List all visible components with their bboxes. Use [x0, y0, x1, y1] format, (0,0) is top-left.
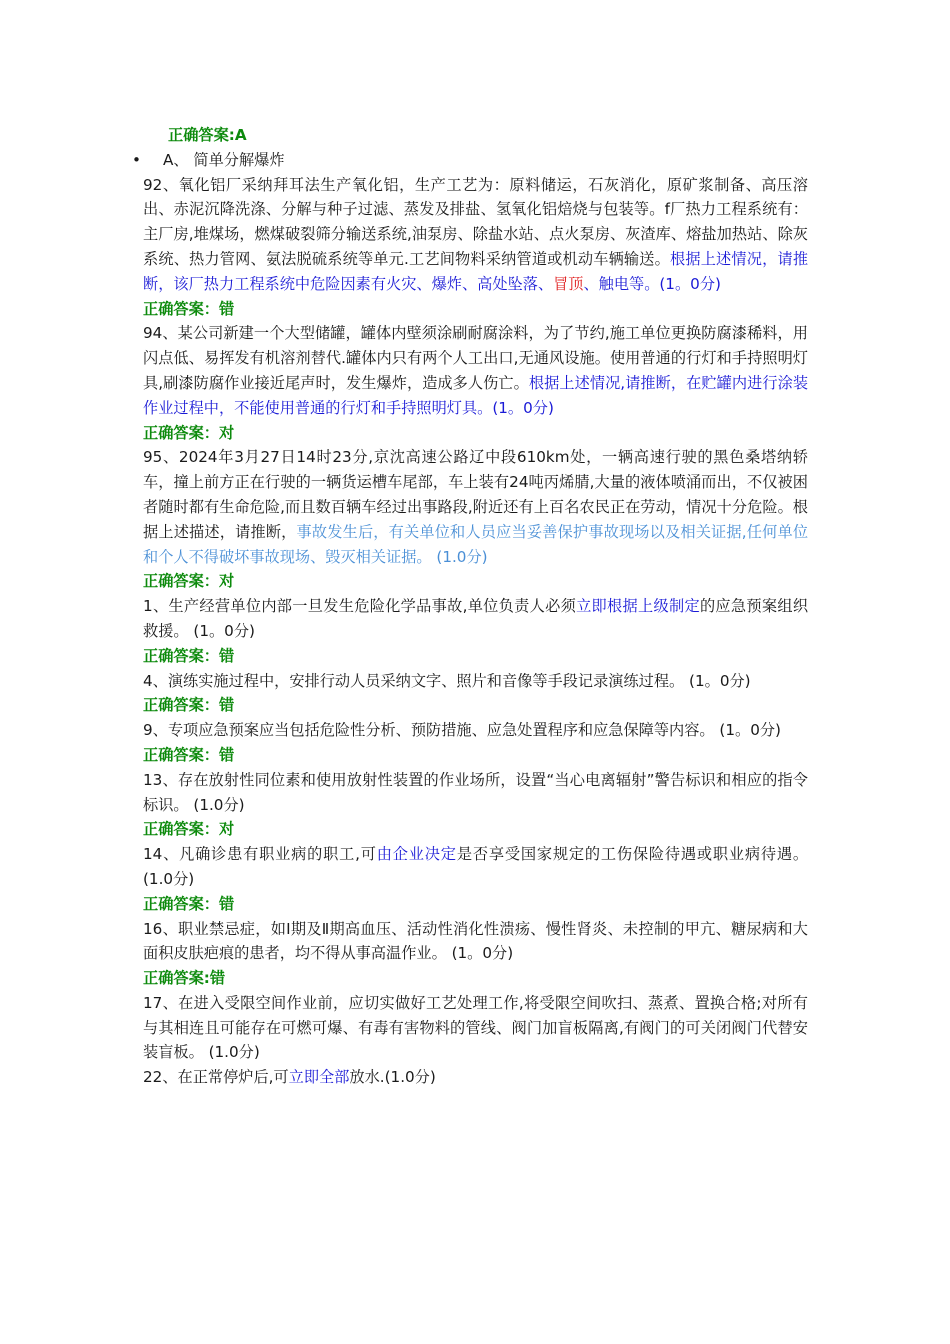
- highlighted-statement: 由企业决定: [376, 845, 457, 864]
- correct-answer-label: 正确答案:错: [143, 969, 226, 988]
- highlighted-statement: 、触电等。(1。0分): [583, 274, 721, 293]
- question-text: 16、职业禁忌症，如Ⅰ期及Ⅱ期高血压、活动性消化性溃疡、慢性肾炎、未控制的甲亢、糖尿病和大面积皮肤疤痕的患者，均不得从事高温作业。 (1。0分): [143, 919, 808, 963]
- question-paragraph: [143, 768, 808, 818]
- highlighted-statement: 立即全部: [288, 1068, 350, 1087]
- question-paragraph: [143, 1065, 808, 1090]
- question-paragraph: [143, 321, 808, 420]
- question-paragraph: [143, 718, 808, 743]
- question-text: 22、在正常停炉后,可: [143, 1068, 289, 1087]
- question-text: 94、某公司新建一个大型储罐，罐体内壁须涂刷耐腐涂料，为了节约,施工单位更换防腐漆稀料，用闪点低、易挥发有机溶剂替代.罐体内只有两个人工出口,无通风设施。使用普通的行灯和手持照明灯具,刷漆防腐作业接近尾声时，发生爆炸，造成多人伤亡。: [143, 324, 808, 392]
- question-paragraph: [143, 842, 808, 892]
- question-text: 放水.(1.0分): [349, 1068, 436, 1087]
- question-list: [132, 123, 809, 1090]
- correct-answer-label: 正确答案：对: [143, 820, 235, 839]
- correct-answer-label: 正确答案：错: [143, 299, 235, 318]
- question-text: 9、专项应急预案应当包括危险性分析、预防措施、应急处置程序和应急保障等内容。 (1。0分): [143, 721, 781, 740]
- correct-answer-label: 正确答案：错: [143, 696, 235, 715]
- bullet-marker: •: [132, 150, 141, 169]
- question-paragraph: [143, 173, 808, 297]
- question-text: 14、凡确诊患有职业病的职工,可: [143, 845, 377, 864]
- question-text: 95、2024年3月27日14时23分,京沈高速公路辽中段610km处，一辆高速行驶的黑色桑塔纳轿车，撞上前方正在行驶的一辆货运槽车尾部，车上装有24吨丙烯腈,大量的液体喷涌而出，不仅被困者随时都有生命危险,而且数百辆车经过出事路段,附近还有上百名农民正在劳动，情况十分危险。根据上述描述，请推断，: [143, 448, 808, 541]
- question-paragraph: [143, 669, 808, 694]
- option-bullet-item: [133, 148, 808, 173]
- question-paragraph: [143, 917, 808, 967]
- highlighted-statement: 立即根据上级制定: [576, 597, 700, 616]
- correct-answer-label: 正确答案：对: [143, 423, 235, 442]
- correct-answer-label: 正确答案：错: [143, 894, 235, 913]
- question-text: 92、氧化铝厂采纳拜耳法生产氧化铝，生产工艺为：原料储运，石灰消化，原矿浆制备、高压溶出、赤泥沉降洗涤、分解与种子过滤、蒸发及排盐、氢氧化铝焙烧与包装等。f厂热力工程系统有：主厂房,堆煤场，燃煤破裂筛分输送系统,油泵房、除盐水站、点火泵房、灰渣库、熔盐加热站、除灰系统、热力管网、氨法脱硫系统等单元.工艺间物料采纳管道或机动车辆输送。: [143, 175, 808, 268]
- question-paragraph: [143, 594, 808, 644]
- question-paragraph: [143, 991, 808, 1065]
- highlighted-statement: 根据上述情况,请推断，在贮罐内进行涂装作业过程中，不能使用普通的行灯和手持照明灯具。(1。0分): [143, 373, 809, 417]
- correct-answer-label: 正确答案:A: [168, 126, 247, 144]
- question-text: 的应急预案组织救援。 (1。0分): [143, 597, 809, 640]
- correct-answer-label: 正确答案：对: [143, 572, 235, 591]
- question-paragraph: [143, 445, 808, 569]
- question-text: 4、演练实施过程中，安排行动人员采纳文字、照片和音像等手段记录演练过程。 (1。0分): [143, 671, 751, 690]
- highlighted-statement: 冒顶: [553, 274, 584, 293]
- option-text: A、 简单分解爆炸: [163, 150, 285, 169]
- question-text: 是否享受国家规定的工伤保险待遇或职业病待遇。 (1.0分): [143, 845, 809, 888]
- highlighted-statement: 事故发生后，有关单位和人员应当妥善保护事故现场以及相关证据,任何单位和个人不得破坏事故现场、毁灭相关证据。 (1.0分): [143, 522, 809, 566]
- question-text: 1、生产经营单位内部一旦发生危险化学品事故,单位负责人必须: [143, 597, 577, 616]
- correct-answer-label: 正确答案：错: [143, 745, 235, 764]
- highlighted-statement: 根据上述情况，请推断，该厂热力工程系统中危险因素有火灾、爆炸、高处坠落、: [143, 249, 809, 293]
- correct-answer-label: 正确答案：错: [143, 646, 235, 665]
- question-text: 13、存在放射性同位素和使用放射性装置的作业场所，设置“当心电离辐射”警告标识和相应的指令标识。 (1.0分): [143, 770, 808, 814]
- question-text: 17、在进入受限空间作业前，应切实做好工艺处理工作,将受限空间吹扫、蒸煮、置换合格;对所有与其相连且可能存在可燃可爆、有毒有害物料的管线、阀门加盲板隔离,有阀门的可关闭阀门代替安装盲板。 (1.0分): [143, 993, 808, 1062]
